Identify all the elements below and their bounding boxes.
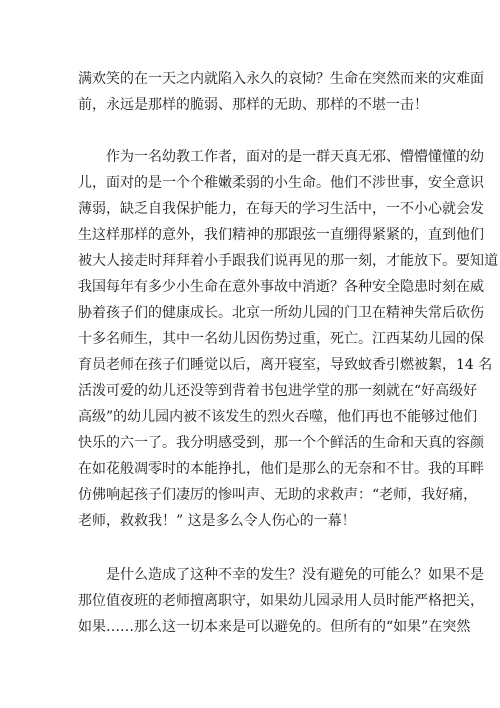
text-line: 胁着孩子们的健康成长。北京一所幼儿园的门卫在精神失常后砍伤 (78, 305, 484, 321)
text-line: 育员老师在孩子们睡觉以后，离开寝室，导致蚊香引燃被絮，14 名 (78, 357, 493, 373)
text-line: 在如花般凋零时的本能挣扎，他们是那么的无奈和不甘。我的耳畔 (78, 461, 484, 477)
text-line: 满欢笑的在一天之内就陷入永久的哀恸？生命在突然而来的灾难面 (78, 71, 484, 87)
text-line: 生这样那样的意外，我们精神的那跟弦一直绷得紧紧的，直到他们 (78, 227, 484, 243)
text-line: 仿佛响起孩子们凄厉的惨叫声、无助的求救声：“老师，我好痛， (78, 487, 478, 503)
text-line: 前，永远是那样的脆弱、那样的无助、那样的不堪一击！ (78, 97, 428, 113)
text-line: 是什么造成了这种不幸的发生？没有避免的可能么？如果不是 (106, 567, 484, 583)
text-line: 薄弱，缺乏自我保护能力，在每天的学习生活中，一不小心就会发 (78, 201, 484, 217)
text-line: 儿，面对的是一个个稚嫩柔弱的小生命。他们不涉世事，安全意识 (78, 175, 484, 191)
text-line: 老师，救救我！” 这是多么令人伤心的一幕！ (78, 513, 356, 529)
text-line: 活泼可爱的幼儿还没等到背着书包进学堂的那一刻就在“好高级好 (78, 383, 478, 399)
text-line: 如果……那么这一切本来是可以避免的。但所有的“如果”在突然 (78, 619, 471, 635)
text-line: 十多名师生，其中一名幼儿因伤势过重，死亡。江西某幼儿园的保 (78, 331, 484, 347)
text-line: 我国每年有多少小生命在意外事故中消逝？各种安全隐患时刻在威 (78, 279, 484, 295)
text-line: 那位值夜班的老师擅离职守，如果幼儿园录用人员时能严格把关， (78, 593, 484, 609)
text-line: 被大人接走时拜拜着小手跟我们说再见的那一刻，才能放下。要知道 (78, 253, 498, 269)
text-line: 作为一名幼教工作者，面对的是一群天真无邪、懵懵懂懂的幼 (106, 149, 484, 165)
text-line: 快乐的六一了。我分明感受到，那一个个鲜活的生命和天真的容颜 (78, 435, 484, 451)
text-line: 高级”的幼儿园内被不该发生的烈火吞噬，他们再也不能够过他们 (78, 409, 478, 425)
